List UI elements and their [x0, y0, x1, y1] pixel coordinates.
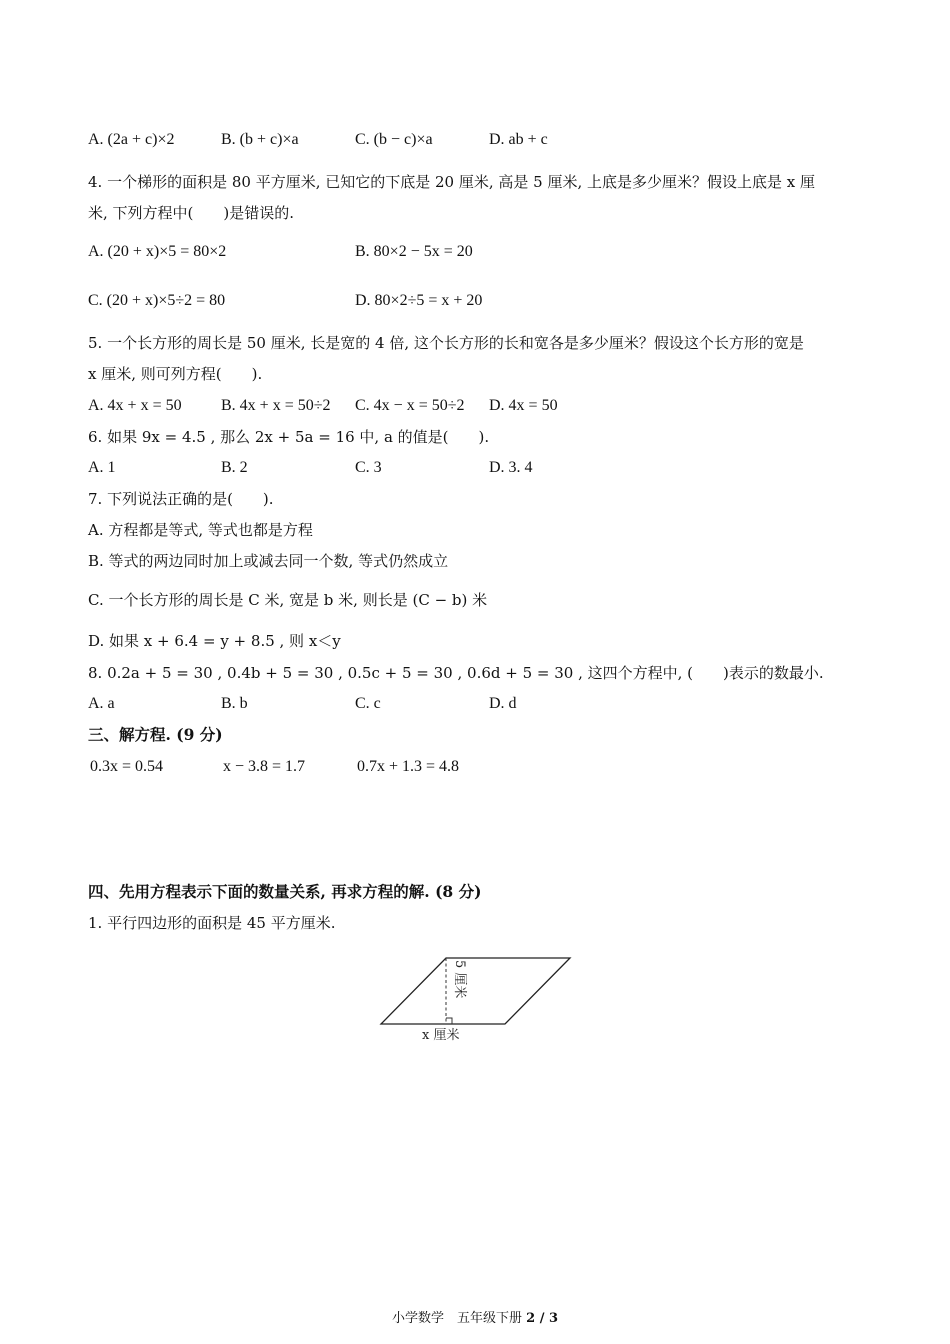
q5-option-d: D. 4x = 50	[489, 397, 558, 414]
q3-option-b: B. (b + c)×a	[221, 131, 299, 148]
page-number: 2 / 3	[526, 1311, 559, 1326]
q5-question-line2: x 厘米, 则可列方程( ).	[88, 365, 263, 383]
q7-option-a: A. 方程都是等式, 等式也都是方程	[88, 521, 313, 539]
q7-option-d: D. 如果 x + 6.4 = y + 8.5 , 则 x＜y	[88, 632, 341, 650]
parallelogram-figure	[376, 952, 576, 1044]
section3-equation-1: 0.3x = 0.54	[90, 758, 164, 775]
section4-title: 四、先用方程表示下面的数量关系, 再求方程的解. (8 分)	[88, 882, 482, 901]
q4-option-c: C. (20 + x)×5÷2 = 80	[88, 292, 226, 309]
q5-question-line1: 5. 一个长方形的周长是 50 厘米, 长是宽的 4 倍, 这个长方形的长和宽各是多少厘米？假设这个长方形的宽是	[88, 334, 804, 352]
q6-option-b: B. 2	[221, 459, 248, 476]
q8-option-b: B. b	[221, 695, 248, 712]
base-label: x 厘米	[422, 1028, 460, 1043]
q4-option-b: B. 80×2 − 5x = 20	[355, 243, 473, 260]
q3-option-c: C. (b − c)×a	[355, 131, 433, 148]
section3-equation-2: x − 3.8 = 1.7	[223, 758, 306, 775]
q6-option-c: C. 3	[355, 459, 382, 476]
q3-option-d: D. ab + c	[489, 131, 548, 148]
q8-question: 8. 0.2a + 5 = 30 , 0.4b + 5 = 30 , 0.5c + 5 = 30 , 0.6d + 5 = 30 , 这四个方程中, ( )表示的数最小.	[88, 664, 824, 682]
q6-option-d: D. 3. 4	[489, 459, 533, 476]
q4-option-d: D. 80×2÷5 = x + 20	[355, 292, 483, 309]
q8-option-a: A. a	[88, 695, 115, 712]
q5-option-c: C. 4x − x = 50÷2	[355, 397, 465, 414]
q4-option-a: A. (20 + x)×5 = 80×2	[88, 243, 227, 260]
height-label: 5 厘米	[452, 960, 467, 999]
q8-option-d: D. d	[489, 695, 517, 712]
q3-option-a: A. (2a + c)×2	[88, 131, 175, 148]
q8-option-c: C. c	[355, 695, 381, 712]
q7-question: 7. 下列说法正确的是( ).	[88, 490, 274, 508]
q6-option-a: A. 1	[88, 459, 116, 476]
q5-option-a: A. 4x + x = 50	[88, 397, 182, 414]
q7-option-c: C. 一个长方形的周长是 C 米, 宽是 b 米, 则长是 (C − b) 米	[88, 591, 488, 609]
q7-option-b: B. 等式的两边同时加上或减去同一个数, 等式仍然成立	[88, 552, 449, 570]
section3-title: 三、解方程. (9 分)	[88, 725, 223, 744]
page-footer	[0, 1307, 950, 1326]
q5-option-b: B. 4x + x = 50÷2	[221, 397, 331, 414]
parallelogram-shape	[381, 958, 570, 1024]
section3-equation-3: 0.7x + 1.3 = 4.8	[357, 758, 460, 775]
q4-question-line1: 4. 一个梯形的面积是 80 平方厘米, 已知它的下底是 20 厘米, 高是 5 厘米, 上底是多少厘米？假设上底是 x 厘	[88, 173, 816, 191]
q4-question-line2: 米, 下列方程中( )是错误的.	[88, 204, 295, 222]
q6-question: 6. 如果 9x = 4.5 , 那么 2x + 5a = 16 中, a 的值是( ).	[88, 428, 490, 446]
section4-question-1: 1. 平行四边形的面积是 45 平方厘米.	[88, 914, 336, 932]
footer-course: 小学数学 五年级下册	[391, 1311, 527, 1326]
right-angle-mark	[446, 1018, 452, 1024]
